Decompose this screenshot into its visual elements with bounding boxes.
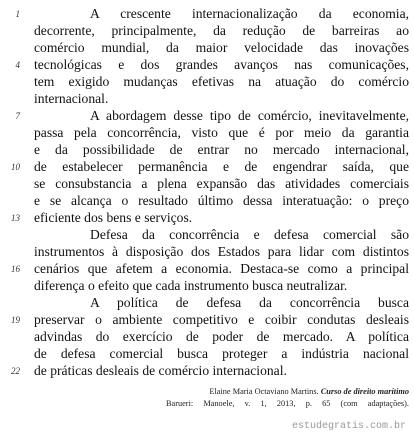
text-line: se consubstancia a plena expansão das atividades comerciais xyxy=(34,176,409,191)
text-line: cenários que afetem a economia. Destaca-se como a principal xyxy=(34,261,409,276)
line-number: 22 xyxy=(11,366,20,376)
text-line: tecnológicas e dos grandes avanços nas comunicações, xyxy=(34,57,409,72)
citation-authors: Elaine Maria Octaviano Martins. xyxy=(209,387,319,396)
text-line: A crescente internacionalização da economia, xyxy=(90,6,409,21)
citation-line-2: Barueri: Manoele, v. 1, 2013, p. 65 (com adaptações). xyxy=(166,399,409,408)
text-line: de estabelecer permanência e de engendrar saída, que xyxy=(34,159,409,174)
text-line: comércio mundial, da maior velocidade das inovações xyxy=(34,40,409,55)
line-number: 4 xyxy=(15,60,20,70)
text-line: e da possibilidade de entrar no mercado internacional, xyxy=(34,142,409,157)
citation-title: Curso de direito marítimo xyxy=(320,387,409,396)
text-line: Defesa da concorrência e defesa comercial são xyxy=(90,227,409,242)
text-line: instrumentos à disposição dos Estados para lidar com distintos xyxy=(34,244,409,259)
text-line: advindas do exercício de poder de mercado. A política xyxy=(34,329,409,344)
text-line: internacional. xyxy=(34,91,109,106)
text-line: A abordagem desse tipo de comércio, inevitavelmente, xyxy=(90,108,409,123)
text-line: diferença o efeito que cada instrumento busca neutralizar. xyxy=(34,278,348,293)
text-line: de defesa comercial busca proteger a indústria nacional xyxy=(34,346,409,361)
text-line: decorrente, principalmente, da redução de barreiras ao xyxy=(34,23,409,38)
site-watermark: estudegratis.com.br xyxy=(291,421,406,432)
text-line: eficiente dos bens e serviços. xyxy=(34,210,193,225)
text-line: A política de defesa da concorrência busca xyxy=(90,295,409,310)
line-number: 13 xyxy=(11,213,20,223)
citation-line-1 xyxy=(166,386,409,397)
line-number: 7 xyxy=(15,111,20,121)
text-line: preservar o ambiente competitivo e coibir condutas desleais xyxy=(34,312,409,327)
text-line: tem exigido mudanças efetivas na atuação do comércio xyxy=(34,74,409,89)
line-number: 16 xyxy=(11,264,20,274)
text-line: e se alcança o resultado último dessa interatuação: o preço xyxy=(34,193,409,208)
line-number: 10 xyxy=(11,162,20,172)
line-number: 19 xyxy=(11,315,20,325)
text-line: passa pela concorrência, visto que é por meio da garantia xyxy=(34,125,409,140)
text-line: de práticas desleais de comércio internacional. xyxy=(34,363,287,378)
line-number: 1 xyxy=(15,9,20,19)
